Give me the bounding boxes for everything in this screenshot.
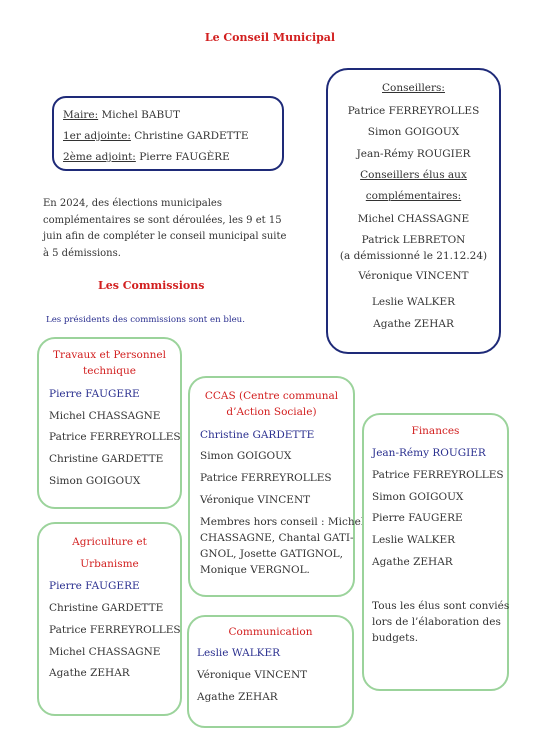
outside-members: Monique VERGNOL. bbox=[200, 564, 310, 576]
commission-member: Michel CHASSAGNE bbox=[49, 646, 161, 658]
commission-president: Leslie WALKER bbox=[197, 647, 281, 659]
commission-member: Simon GOIGOUX bbox=[200, 450, 292, 462]
commission-ccas bbox=[188, 376, 365, 597]
commission-title: Communication bbox=[228, 626, 313, 638]
commission-member: Christine GARDETTE bbox=[49, 453, 164, 465]
commission-member: Pierre FAUGERE bbox=[372, 512, 463, 524]
outside-members: CHASSAGNE, Chantal GATI- bbox=[200, 532, 354, 544]
elected-name: Véronique VINCENT bbox=[358, 270, 469, 282]
finances-note: budgets. bbox=[372, 632, 419, 644]
commission-president: Christine GARDETTE bbox=[200, 429, 315, 441]
commission-member: Véronique VINCENT bbox=[200, 494, 311, 506]
commission-member: Michel CHASSAGNE bbox=[49, 410, 161, 422]
mayor-box bbox=[52, 96, 284, 171]
councillor-name: Patrice FERREYROLLES bbox=[347, 105, 480, 117]
elected-name: Agathe ZEHAR bbox=[373, 318, 454, 330]
commission-agriculture bbox=[37, 522, 182, 716]
elected-header-line-1: Conseillers élus aux bbox=[360, 169, 467, 181]
commission-title: CCAS (Centre communal bbox=[204, 390, 339, 402]
councillor-name: Jean-Rémy ROUGIER bbox=[356, 148, 471, 160]
commission-member: Patrice FERREYROLLES bbox=[200, 472, 332, 484]
councillor-name: Simon GOIGOUX bbox=[367, 126, 460, 138]
resignation-note: (a démissionné le 21.12.24) bbox=[339, 250, 488, 262]
mayor-label: Maire: bbox=[63, 109, 99, 121]
elected-name: Leslie WALKER bbox=[371, 296, 456, 308]
elected-header-line-2: complémentaires: bbox=[365, 190, 462, 202]
commission-title: Agriculture et bbox=[72, 536, 147, 548]
commission-title: Finances bbox=[411, 425, 460, 437]
commission-communication bbox=[187, 615, 354, 728]
first-deputy-label: 1er adjointe: bbox=[63, 130, 131, 142]
commission-title: d’Action Sociale) bbox=[226, 406, 317, 418]
elected-name: Patrick LEBRETON bbox=[361, 234, 466, 246]
commission-member: Patrice FERREYROLLES bbox=[49, 624, 181, 636]
councillors-box bbox=[326, 68, 501, 354]
outside-members: GNOL, Josette GATIGNOL, bbox=[200, 548, 343, 560]
commission-member: Agathe ZEHAR bbox=[49, 667, 130, 679]
first-deputy-row bbox=[63, 126, 273, 147]
commission-member: Patrice FERREYROLLES bbox=[49, 431, 181, 443]
elected-name: Michel CHASSAGNE bbox=[357, 213, 470, 225]
outside-members: Membres hors conseil : Michel bbox=[200, 516, 365, 528]
finances-note: Tous les élus sont conviés bbox=[372, 600, 510, 612]
commission-president: Pierre FAUGERE bbox=[49, 580, 140, 592]
mayor-name: Michel BABUT bbox=[101, 109, 181, 121]
second-deputy-label: 2ème adjoint: bbox=[63, 151, 136, 163]
commissions-title: Les Commissions bbox=[98, 279, 205, 292]
commissions-note: Les présidents des commissions sont en bleu. bbox=[46, 315, 245, 325]
intro-paragraph: En 2024, des élections municipales complémentaires se sont déroulées, les 9 et 15 juin afin de compléter le conseil municipal suite à 5 démissions. bbox=[43, 198, 287, 259]
commission-member: Simon GOIGOUX bbox=[372, 491, 464, 503]
commission-member: Patrice FERREYROLLES bbox=[372, 469, 504, 481]
page-title: Le Conseil Municipal bbox=[204, 31, 336, 44]
commission-member: Leslie WALKER bbox=[372, 534, 456, 546]
commission-president: Jean-Rémy ROUGIER bbox=[372, 447, 486, 459]
commission-title: technique bbox=[83, 365, 136, 377]
commission-title: Urbanisme bbox=[80, 558, 139, 570]
second-deputy-row bbox=[63, 147, 273, 168]
commission-member: Véronique VINCENT bbox=[197, 669, 308, 681]
commission-member: Simon GOIGOUX bbox=[49, 475, 141, 487]
mayor-row bbox=[63, 105, 273, 126]
councillors-header: Conseillers: bbox=[382, 82, 445, 94]
first-deputy-name: Christine GARDETTE bbox=[134, 130, 249, 142]
commission-member: Agathe ZEHAR bbox=[197, 691, 278, 703]
second-deputy-name: Pierre FAUGÈRE bbox=[139, 151, 230, 163]
commission-travaux bbox=[37, 337, 182, 509]
commission-president: Pierre FAUGERE bbox=[49, 388, 140, 400]
commission-finances bbox=[362, 413, 509, 691]
finances-note: lors de l’élaboration des bbox=[372, 616, 501, 628]
commission-member: Christine GARDETTE bbox=[49, 602, 164, 614]
commission-member: Agathe ZEHAR bbox=[372, 556, 453, 568]
commission-title: Travaux et Personnel bbox=[53, 349, 166, 361]
